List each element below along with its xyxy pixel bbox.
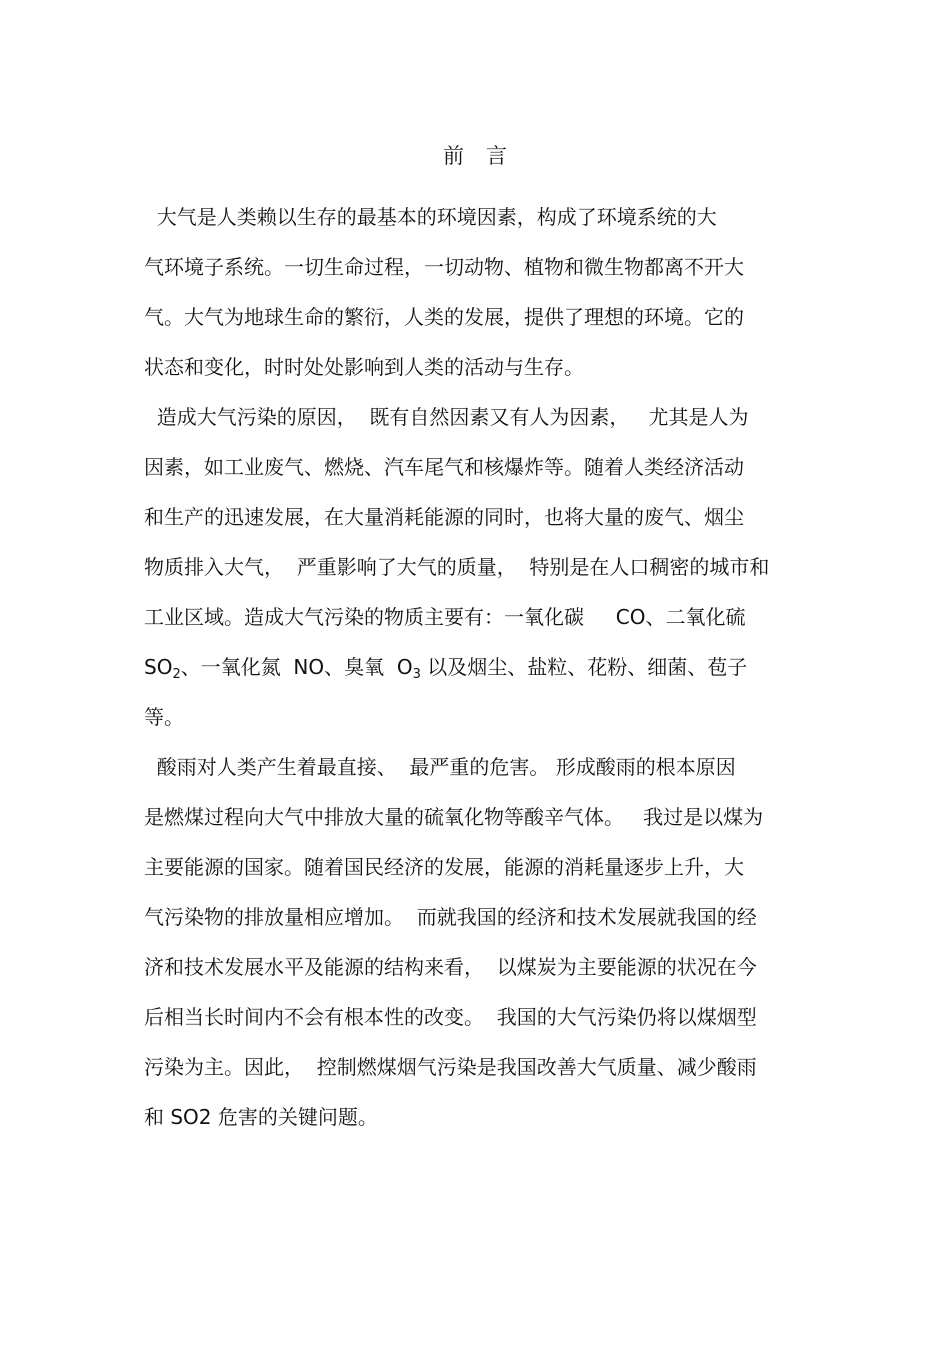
- text-run: 酸雨对人类产生着最直接、 最严重的危害。 形成酸雨的根本原因: [144, 755, 736, 779]
- paragraph-3-line-4: [144, 903, 757, 931]
- subscript-2: 2: [172, 667, 181, 682]
- paragraph-3-line-5: [144, 953, 757, 981]
- paragraph-1-line-3: [144, 303, 744, 331]
- text-run: 主要能源的国家。随着国民经济的发展，能源的消耗量逐步上升，大: [144, 855, 744, 879]
- paragraph-2-line-5: [144, 603, 746, 631]
- text-run: 气环境子系统。一切生命过程，一切动物、植物和微生物都离不开大: [144, 255, 744, 279]
- text-run: 等。: [144, 705, 184, 729]
- text-run: 工业区域。造成大气污染的物质主要有：一氧化碳 CO、二氧化硫: [144, 605, 746, 629]
- text-run: 气污染物的排放量相应增加。 而就我国的经济和技术发展就我国的经: [144, 905, 757, 929]
- text-run: 状态和变化，时时处处影响到人类的活动与生存。: [144, 355, 584, 379]
- paragraph-1-line-4: [144, 353, 584, 381]
- paragraph-2-line-2: [144, 453, 744, 481]
- text-run: 以及烟尘、盐粒、花粉、细菌、苞子: [420, 655, 748, 679]
- paragraph-3-line-1: [144, 753, 736, 781]
- text-run: 造成大气污染的原因， 既有自然因素又有人为因素， 尤其是人为: [144, 405, 749, 429]
- text-run: 物质排入大气， 严重影响了大气的质量， 特别是在人口稠密的城市和: [144, 555, 770, 579]
- paragraph-2-line-7: [144, 703, 184, 731]
- text-run: 和生产的迅速发展，在大量消耗能源的同时，也将大量的废气、烟尘: [144, 505, 744, 529]
- paragraph-3-line-8: [144, 1103, 378, 1131]
- paragraph-2-line-1: [144, 403, 749, 431]
- text-run: 济和技术发展水平及能源的结构来看， 以煤炭为主要能源的状况在今: [144, 955, 757, 979]
- paragraph-1-line-2: [144, 253, 744, 281]
- text-run: 后相当长时间内不会有根本性的改变。 我国的大气污染仍将以煤烟型: [144, 1005, 757, 1029]
- paragraph-3-line-3: [144, 853, 744, 881]
- paragraph-3-line-2: [144, 803, 763, 831]
- paragraph-3-line-7: [144, 1053, 757, 1081]
- text-run: SO: [144, 655, 173, 679]
- paragraph-2-line-6: [144, 653, 747, 681]
- text-run: 因素，如工业废气、燃烧、汽车尾气和核爆炸等。随着人类经济活动: [144, 455, 744, 479]
- text-run: 污染为主。因此， 控制燃煤烟气污染是我国改善大气质量、减少酸雨: [144, 1055, 757, 1079]
- subscript-3: 3: [412, 667, 421, 682]
- paragraph-2-line-3: [144, 503, 744, 531]
- text-run: 是燃煤过程向大气中排放大量的硫氧化物等酸辛气体。 我过是以煤为: [144, 805, 764, 829]
- text-run: 气。大气为地球生命的繁衍，人类的发展，提供了理想的环境。它的: [144, 305, 744, 329]
- text-run: 、一氧化氮 NO、臭氧 O: [180, 655, 413, 679]
- text-run: 大气是人类赖以生存的最基本的环境因素，构成了环境系统的大: [144, 205, 717, 229]
- page-title: 前言: [443, 144, 529, 168]
- paragraph-1-line-1: [144, 203, 717, 231]
- text-run: 和 SO2 危害的关键问题。: [144, 1105, 378, 1129]
- paragraph-2-line-4: [144, 553, 769, 581]
- paragraph-3-line-6: [144, 1003, 757, 1031]
